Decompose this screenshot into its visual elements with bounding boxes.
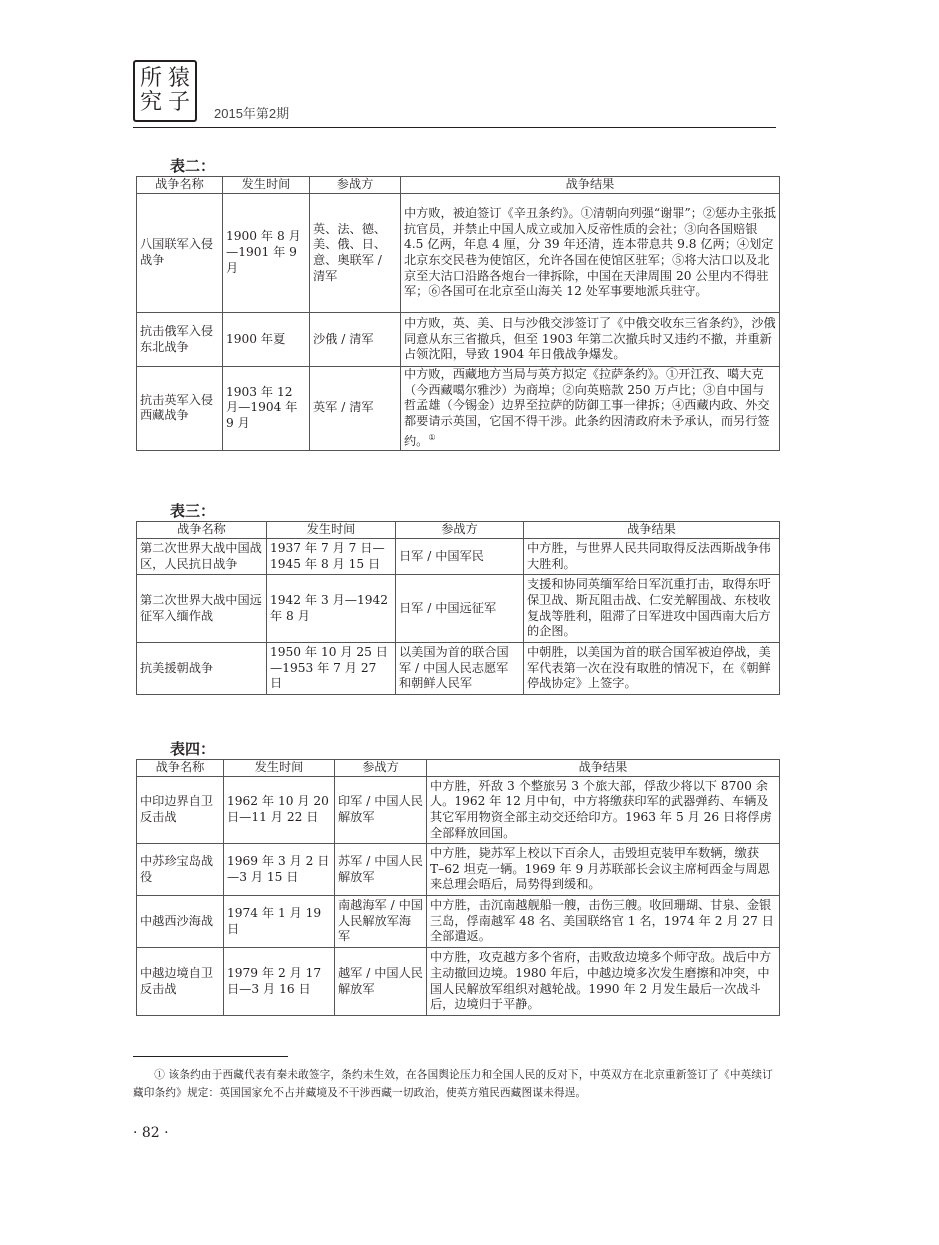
war-result-cell: 中朝胜，以美国为首的联合国军被迫停战，美军代表第一次在没有取胜的情况下，在《朝鲜停战协定》上签字。 bbox=[524, 643, 780, 695]
war-parties-cell: 以美国为首的联合国军 / 中国人民志愿军和朝鲜人民军 bbox=[396, 643, 524, 695]
war-name-cell: 抗击英军入侵西藏战争 bbox=[137, 367, 223, 451]
war-time-cell: 1962 年 10 月 20 日—11 月 22 日 bbox=[224, 777, 335, 844]
war-time-cell: 1942 年 3 月—1942 年 8 月 bbox=[267, 575, 396, 643]
war-result-cell: 中方败，被迫签订《辛丑条约》。①清朝向列强“谢罪”；②惩办主张抵抗官员，并禁止中国人成立或加入反帝性质的会社；③向各国赔银 4.5 亿两，年息 4 厘，分 39 年还清，连本带息共 9.8 亿两；④划定北京东交民巷为使馆区，允许各国在使馆区驻军；⑤将大沽口以及北京至大沽口沿路各炮台一律拆除，中国在天津周围 20 公里内不得驻军；⑥各国可在北京至山海关 12 处军事要地派兵驻守。 bbox=[401, 194, 780, 313]
war-name-cell: 抗美援朝战争 bbox=[137, 643, 267, 695]
war-name-cell: 第二次世界大战中国战区，人民抗日战争 bbox=[137, 539, 267, 575]
column-header: 发生时间 bbox=[267, 522, 396, 539]
war-parties-cell: 英、法、德、美、俄、日、意、奥联军 / 清军 bbox=[310, 194, 401, 313]
table-row bbox=[137, 313, 780, 367]
column-header: 战争名称 bbox=[137, 522, 267, 539]
war-time-cell: 1950 年 10 月 25 日—1953 年 7 月 27 日 bbox=[267, 643, 396, 695]
table-row bbox=[137, 844, 780, 896]
journal-logo bbox=[133, 60, 197, 122]
war-name-cell: 中越边境自卫反击战 bbox=[137, 948, 224, 1016]
table-header-row bbox=[137, 522, 780, 539]
war-time-cell: 1900 年 8 月—1901 年 9 月 bbox=[223, 194, 310, 313]
war-result-cell: 中方胜，攻克越方多个省府，击败敌边境多个师守敌。战后中方主动撤回边境。1980 年后，中越边境多次发生磨擦和冲突，中国人民解放军组织对越轮战。1990 年 2 月发生最后一次战斗后，边境归于平静。 bbox=[427, 948, 780, 1016]
war-result-cell: 中方败，英、美、日与沙俄交涉签订了《中俄交收东三省条约》，沙俄同意从东三省撤兵，但至 1903 年第二次撤兵时又违约不撤，并重新占领沈阳，导致 1904 年日俄战争爆发。 bbox=[401, 313, 780, 367]
war-name-cell: 中印边界自卫反击战 bbox=[137, 777, 224, 844]
logo-char: 所 bbox=[139, 66, 162, 91]
column-header: 战争名称 bbox=[137, 177, 223, 194]
war-result-text: 中方败，西藏地方当局与英方拟定《拉萨条约》。①开江孜、噶大克（今西藏噶尔雅沙）为商埠；②向英赔款 250 万卢比；③自中国与哲孟雄（今锡金）边界至拉萨的防御工事一律拆；④西藏内政、外交都要请示英国，它国不得干涉。此条约因清政府未予承认，而另行签约。 bbox=[404, 367, 770, 448]
table3-title: 表三： bbox=[170, 502, 216, 520]
header-divider bbox=[133, 127, 776, 128]
war-result-cell: 中方胜，击沉南越舰船一艘，击伤三艘。收回珊瑚、甘泉、金银三岛，俘南越军 48 名、美国联络官 1 名，1974 年 2 月 27 日全部遣返。 bbox=[427, 896, 780, 948]
war-parties-cell: 沙俄 / 清军 bbox=[310, 313, 401, 367]
table-row bbox=[137, 896, 780, 948]
column-header: 战争结果 bbox=[427, 760, 780, 777]
war-time-cell: 1969 年 3 月 2 日—3 月 15 日 bbox=[224, 844, 335, 896]
war-time-cell: 1974 年 1 月 19 日 bbox=[224, 896, 335, 948]
war-time-cell: 1903 年 12 月—1904 年 9 月 bbox=[223, 367, 310, 451]
table4-title: 表四： bbox=[170, 740, 216, 758]
column-header: 战争结果 bbox=[401, 177, 780, 194]
war-parties-cell: 日军 / 中国远征军 bbox=[396, 575, 524, 643]
war-time-cell: 1979 年 2 月 17 日—3 月 16 日 bbox=[224, 948, 335, 1016]
logo-char: 子 bbox=[167, 90, 190, 115]
table-row bbox=[137, 539, 780, 575]
war-parties-cell: 越军 / 中国人民解放军 bbox=[335, 948, 427, 1016]
table-row bbox=[137, 367, 780, 451]
war-result-cell: 中方胜，歼敌 3 个整旅另 3 个旅大部，俘敌少将以下 8700 余人。1962 年 12 月中旬，中方将缴获印军的武器弹药、车辆及其它军用物资全部主动交还给印方。1963 年 5 月 26 日将俘虏全部释放回国。 bbox=[427, 777, 780, 844]
column-header: 发生时间 bbox=[224, 760, 335, 777]
page-number: · 82 · bbox=[133, 1125, 169, 1141]
war-time-cell: 1900 年夏 bbox=[223, 313, 310, 367]
column-header: 参战方 bbox=[310, 177, 401, 194]
issue-label: 2015年第2期 bbox=[214, 106, 290, 121]
war-time-cell: 1937 年 7 月 7 日—1945 年 8 月 15 日 bbox=[267, 539, 396, 575]
column-header: 战争结果 bbox=[524, 522, 780, 539]
table2-title: 表二： bbox=[170, 157, 216, 175]
war-parties-cell: 苏军 / 中国人民解放军 bbox=[335, 844, 427, 896]
war-name-cell: 八国联军入侵战争 bbox=[137, 194, 223, 313]
table-row bbox=[137, 948, 780, 1016]
logo-char: 猿 bbox=[167, 66, 190, 91]
table-row bbox=[137, 643, 780, 695]
table-header-row bbox=[137, 760, 780, 777]
table2 bbox=[136, 176, 780, 451]
table-row bbox=[137, 194, 780, 313]
logo-char: 究 bbox=[139, 90, 162, 115]
war-name-cell: 中越西沙海战 bbox=[137, 896, 224, 948]
war-result-cell bbox=[401, 367, 780, 451]
war-parties-cell: 日军 / 中国军民 bbox=[396, 539, 524, 575]
war-parties-cell: 英军 / 清军 bbox=[310, 367, 401, 451]
war-result-cell: 中方胜，与世界人民共同取得反法西斯战争伟大胜利。 bbox=[524, 539, 780, 575]
table-header-row bbox=[137, 177, 780, 194]
war-name-cell: 抗击俄军入侵东北战争 bbox=[137, 313, 223, 367]
table4 bbox=[136, 759, 780, 1016]
table-row bbox=[137, 777, 780, 844]
column-header: 参战方 bbox=[396, 522, 524, 539]
column-header: 参战方 bbox=[335, 760, 427, 777]
war-result-cell: 中方胜，毙苏军上校以下百余人，击毁坦克装甲车数辆，缴获 T–62 坦克一辆。1969 年 9 月苏联部长会议主席柯西金与周恩来总理会晤后，局势得到缓和。 bbox=[427, 844, 780, 896]
column-header: 战争名称 bbox=[137, 760, 224, 777]
war-parties-cell: 印军 / 中国人民解放军 bbox=[335, 777, 427, 844]
table3 bbox=[136, 521, 780, 695]
table-row bbox=[137, 575, 780, 643]
war-result-cell: 支援和协同英缅军给日军沉重打击，取得东吁保卫战、斯瓦阻击战、仁安羌解围战、东枝收复战等胜利，阻滞了日军进攻中国西南大后方的企图。 bbox=[524, 575, 780, 643]
war-parties-cell: 南越海军 / 中国人民解放军海军 bbox=[335, 896, 427, 948]
footnote: ① 该条约由于西藏代表有秦未敢签字，条约未生效，在各国舆论压力和全国人民的反对下，中英双方在北京重新签订了《中英续订藏印条约》规定：英国国家允不占并藏境及不干涉西藏一切政治，使英方殖民西藏图谋未得逞。 bbox=[133, 1069, 773, 1099]
war-name-cell: 中苏珍宝岛战役 bbox=[137, 844, 224, 896]
footnote-divider bbox=[133, 1056, 288, 1057]
column-header: 发生时间 bbox=[223, 177, 310, 194]
footnote-mark: ① bbox=[428, 432, 436, 442]
war-name-cell: 第二次世界大战中国远征军入缅作战 bbox=[137, 575, 267, 643]
